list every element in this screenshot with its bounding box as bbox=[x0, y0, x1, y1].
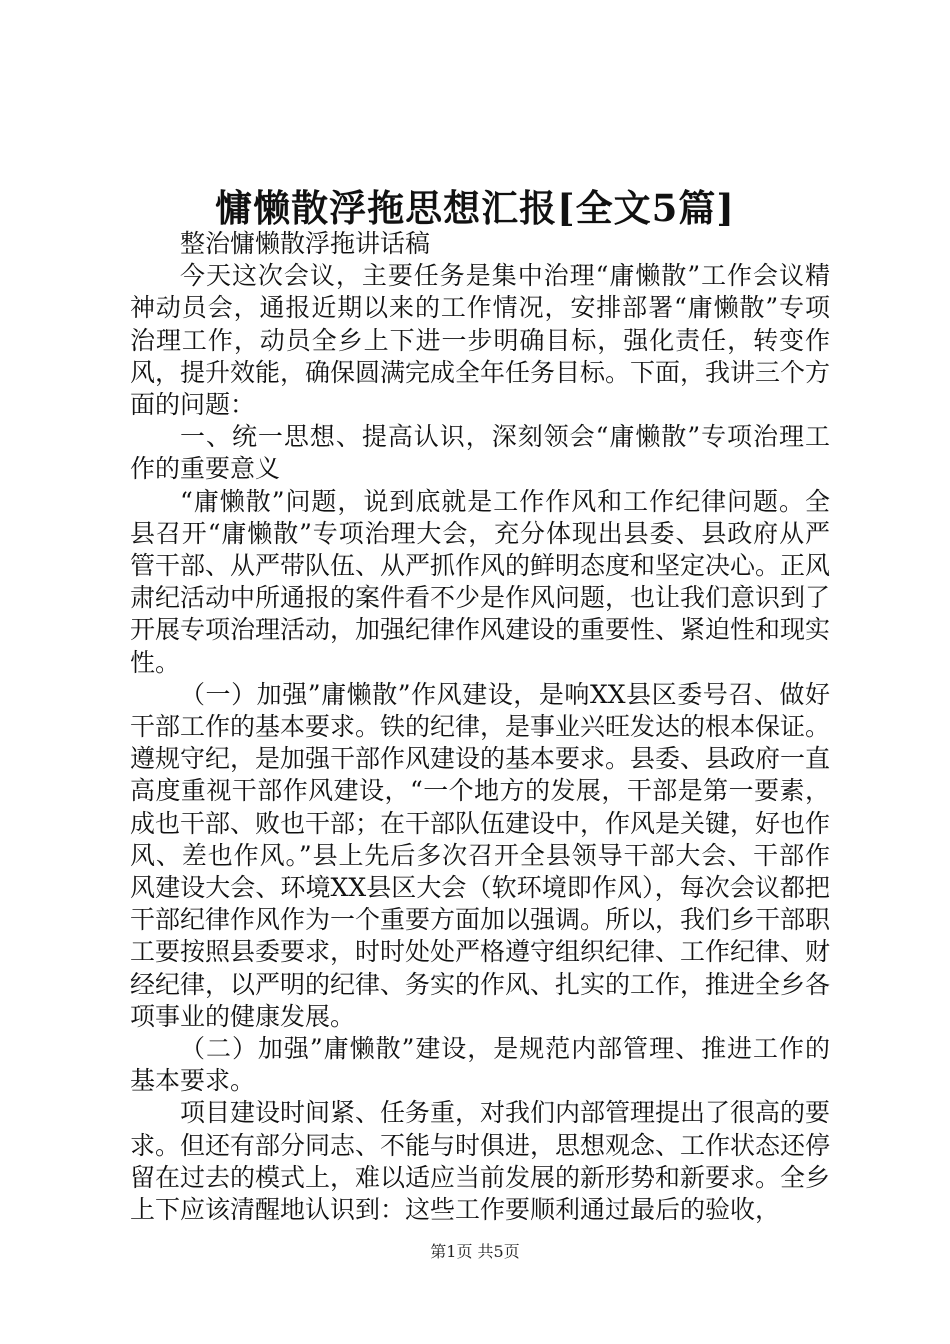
body-paragraph: 今天这次会议，主要任务是集中治理“庸懒散”工作会议精神动员会，通报近期以来的工作情况，安排部署“庸懒散”专项治理工作，动员全乡上下进一步明确目标，强化责任，转变作风，提升效能，确保圆满完成全年任务目标。下面，我讲三个方面的问题： bbox=[130, 261, 831, 420]
body-paragraph: “庸懒散”问题，说到底就是工作作风和工作纪律问题。全县召开“庸懒散”专项治理大会，充分体现出县委、县政府从严管干部、从严带队伍、从严抓作风的鲜明态度和坚定决心。正风肃纪活动中所通报的案件看不少是作风问题，也让我们意识到了开展专项治理活动，加强纪律作风建设的重要性、紧迫性和现实性。 bbox=[130, 486, 831, 677]
body-paragraph: （一）加强”庸懒散”作风建设，是响XX县区委号召、做好干部工作的基本要求。铁的纪律，是事业兴旺发达的根本保证。遵规守纪，是加强干部作风建设的基本要求。县委、县政府一直高度重视干部作风建设，“一个地方的发展，干部是第一要素，成也干部、败也干部；在干部队伍建设中，作风是关键，好也作风、差也作风。”县上先后多次召开全县领导干部大会、干部作风建设大会、环境XX县区大会（软环境即作风），每次会议都把干部纪律作风作为一个重要方面加以强调。所以，我们乡干部职工要按照县委要求，时时处处严格遵守组织纪律、工作纪律、财经纪律，以严明的纪律、务实的作风、扎实的工作，推进全乡各项事业的健康发展。 bbox=[130, 679, 831, 1031]
body-paragraph: 项目建设时间紧、任务重，对我们内部管理提出了很高的要求。但还有部分同志、不能与时俱进，思想观念、工作状态还停留在过去的模式上，难以适应当前发展的新形势和新要求。全乡上下应该清醒地认识到：这些工作要顺利通过最后的验收， bbox=[130, 1098, 831, 1225]
document-title: 慵懒散浮拖思想汇报[全文5篇] bbox=[215, 186, 735, 230]
subtitle-paragraph: 整治慵懒散浮拖讲话稿 bbox=[180, 229, 431, 258]
document-body bbox=[130, 228, 830, 1226]
body-paragraph: （二）加强”庸懒散”建设，是规范内部管理、推进工作的基本要求。 bbox=[130, 1034, 830, 1096]
page-number-footer: 第1页 共5页 bbox=[430, 1242, 520, 1261]
section-heading: 一、统一思想、提高认识，深刻领会“庸懒散”专项治理工作的重要意义 bbox=[130, 422, 830, 484]
